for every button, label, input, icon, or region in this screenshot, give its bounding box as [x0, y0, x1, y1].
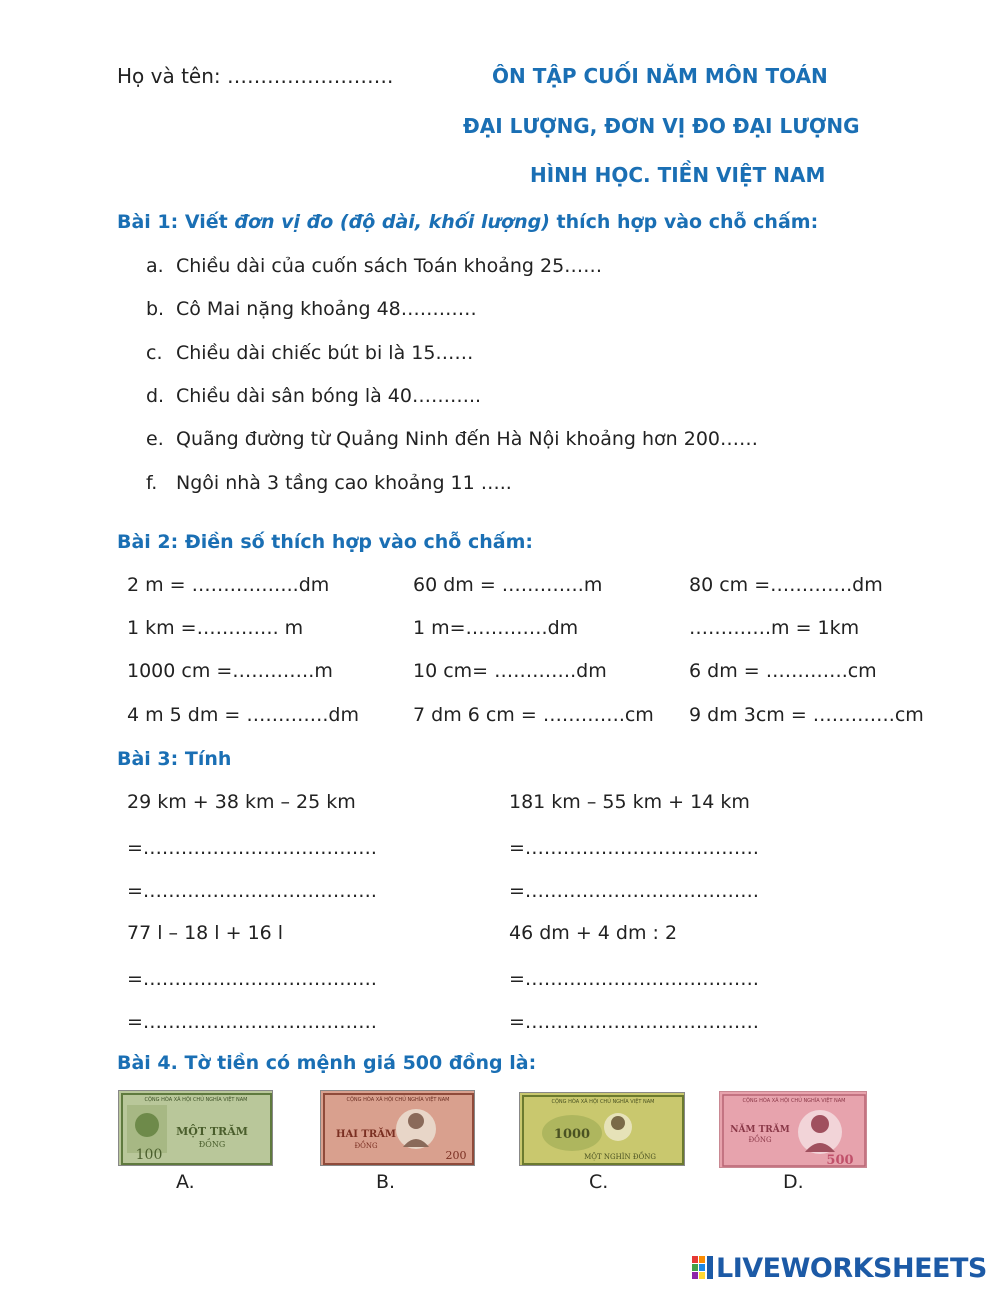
calc-answer-line[interactable]: =………………………………. [509, 968, 759, 990]
banknote-200-image[interactable] [320, 1090, 475, 1166]
banknote-header: CỘNG HÒA XÃ HỘI CHỦ NGHĨA VIỆT NAM [551, 1099, 655, 1105]
banknote-value: 100 [135, 1147, 163, 1163]
calc-expression: 29 km + 38 km – 25 km [127, 791, 356, 813]
fill-blank[interactable]: 1 km =…………. m [127, 617, 304, 639]
banknote-value: 1000 [553, 1127, 591, 1142]
calc-expression: 77 l – 18 l + 16 l [127, 922, 284, 944]
banknote-1000-art [520, 1093, 685, 1166]
banknote-200-art [321, 1091, 475, 1166]
calc-answer-line[interactable]: =………………………………. [127, 837, 377, 859]
exercise-1-heading-prefix: Bài 1: Viết [117, 211, 235, 233]
option-a-label[interactable]: A. [176, 1171, 195, 1193]
exercise-1-heading [117, 211, 818, 233]
fill-blank[interactable]: 60 dm = ………….m [413, 574, 603, 596]
item-letter: c. [146, 342, 163, 364]
exercise-1-heading-suffix: thích hợp vào chỗ chấm: [549, 211, 819, 233]
calc-answer-line[interactable]: =………………………………. [127, 1011, 377, 1033]
banknote-value: 200 [445, 1149, 467, 1162]
exercise-2-heading: Bài 2: Điền số thích hợp vào chỗ chấm: [117, 531, 533, 553]
liveworksheets-logo[interactable] [692, 1253, 987, 1284]
banknote-text: MỘT TRĂM [176, 1125, 248, 1138]
calc-answer-line[interactable]: =………………………………. [509, 880, 759, 902]
fill-blank[interactable]: 1000 cm =………….m [127, 660, 333, 682]
option-c-label[interactable]: C. [589, 1171, 609, 1193]
banknote-100-art [119, 1091, 273, 1166]
calc-expression: 46 dm + 4 dm : 2 [509, 922, 678, 944]
item-letter: d. [146, 385, 165, 407]
banknote-sub: ĐỒNG [198, 1140, 226, 1149]
banknote-text: MỘT NGHÌN ĐỒNG [584, 1153, 656, 1161]
page-title-line-3: HÌNH HỌC. TIỀN VIỆT NAM [530, 163, 826, 187]
name-field-label: Họ và tên: ……………………. [117, 64, 394, 88]
logo-text: LIVEWORKSHEETS [716, 1253, 987, 1284]
calc-expression: 181 km – 55 km + 14 km [509, 791, 750, 813]
item-letter: b. [146, 298, 165, 320]
fill-blank[interactable]: 80 cm =………….dm [689, 574, 883, 596]
item-letter: f. [146, 472, 158, 494]
banknote-sub: ĐỒNG [354, 1142, 378, 1150]
fill-blank[interactable]: 2 m = ……………..dm [127, 574, 330, 596]
banknote-1000-image[interactable] [519, 1092, 685, 1166]
banknote-500-image[interactable] [719, 1091, 867, 1168]
exercise-1-item-c[interactable] [146, 342, 473, 364]
fill-blank[interactable]: 6 dm = ………….cm [689, 660, 877, 682]
item-letter: e. [146, 428, 164, 450]
exercise-1-item-d[interactable] [146, 385, 481, 407]
item-text: Chiều dài chiếc bút bi là 15…… [176, 342, 474, 364]
item-letter: a. [146, 255, 164, 277]
option-b-label[interactable]: B. [376, 1171, 396, 1193]
banknote-text: HAI TRĂM [336, 1129, 396, 1140]
exercise-4-heading: Bài 4. Tờ tiền có mệnh giá 500 đồng là: [117, 1052, 537, 1074]
banknote-header: CỘNG HÒA XÃ HỘI CHỦ NGHĨA VIỆT NAM [346, 1097, 450, 1103]
option-d-label[interactable]: D. [783, 1171, 804, 1193]
fill-blank[interactable]: 9 dm 3cm = ………….cm [689, 704, 924, 726]
banknote-header: CỘNG HÒA XÃ HỘI CHỦ NGHĨA VIỆT NAM [144, 1097, 248, 1103]
exercise-1-heading-italic: đơn vị đo (độ dài, khối lượng) [234, 211, 550, 233]
banknote-sub: ĐỒNG [748, 1136, 772, 1144]
page-title-line-2: ĐẠI LƯỢNG, ĐƠN VỊ ĐO ĐẠI LƯỢNG [463, 114, 860, 138]
exercise-3-heading: Bài 3: Tính [117, 748, 232, 770]
banknote-header: CỘNG HÒA XÃ HỘI CHỦ NGHĨA VIỆT NAM [742, 1098, 846, 1104]
calc-answer-line[interactable]: =………………………………. [509, 837, 759, 859]
exercise-1-item-a[interactable] [146, 255, 602, 277]
banknote-value: 500 [826, 1153, 854, 1168]
banknote-text: NĂM TRĂM [730, 1125, 790, 1135]
item-text: Chiều dài của cuốn sách Toán khoảng 25…… [176, 255, 603, 277]
item-text: Quãng đường từ Quảng Ninh đến Hà Nội khoảng hơn 200…… [176, 428, 759, 450]
exercise-1-item-e[interactable] [146, 428, 758, 450]
fill-blank[interactable]: ………….m = 1km [689, 617, 860, 639]
fill-blank[interactable]: 7 dm 6 cm = ………….cm [413, 704, 654, 726]
item-text: Chiều dài sân bóng là 40……….. [176, 385, 482, 407]
calc-answer-line[interactable]: =………………………………. [127, 880, 377, 902]
calc-answer-line[interactable]: =………………………………. [509, 1011, 759, 1033]
banknote-100-image[interactable] [118, 1090, 273, 1166]
calc-answer-line[interactable]: =………………………………. [127, 968, 377, 990]
item-text: Cô Mai nặng khoảng 48………… [176, 298, 477, 320]
banknote-500-art [720, 1092, 867, 1168]
fill-blank[interactable]: 4 m 5 dm = ………….dm [127, 704, 359, 726]
page-title-line-1: ÔN TẬP CUỐI NĂM MÔN TOÁN [492, 64, 828, 88]
fill-blank[interactable]: 1 m=………….dm [413, 617, 579, 639]
fill-blank[interactable]: 10 cm= ………….dm [413, 660, 607, 682]
exercise-1-item-b[interactable] [146, 298, 477, 320]
exercise-1-item-f[interactable] [146, 472, 512, 494]
liveworksheets-badge-icon [692, 1256, 714, 1280]
item-text: Ngôi nhà 3 tầng cao khoảng 11 ….. [176, 472, 512, 494]
